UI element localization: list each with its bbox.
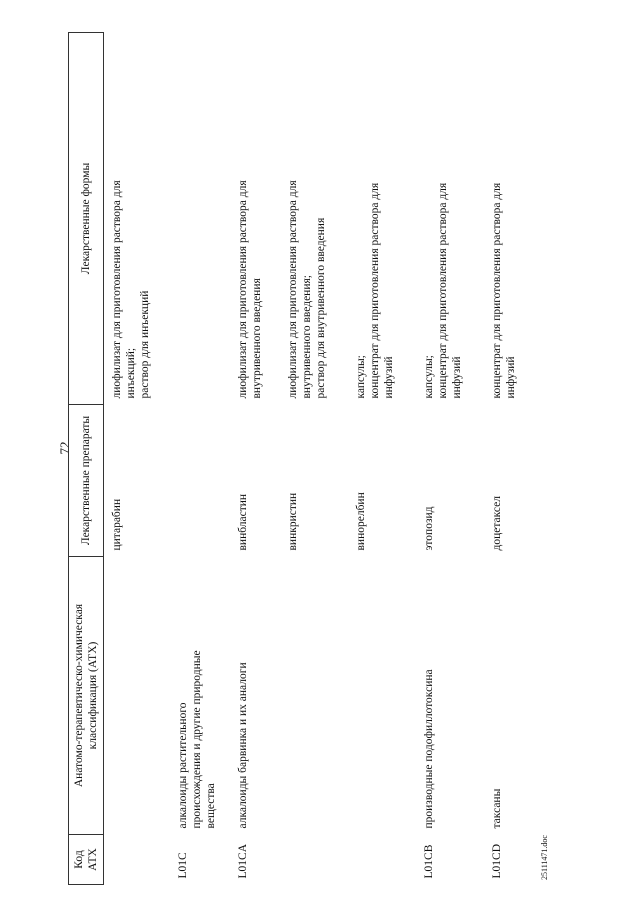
- drug-text: доцетаксел: [490, 495, 503, 551]
- code-text: L01CD: [490, 844, 503, 879]
- cell-drug: [348, 405, 416, 557]
- drug-text: цитарабин: [111, 498, 123, 551]
- header-classification: [69, 557, 104, 835]
- header-drugs-label: Лекарственные препараты: [80, 415, 92, 546]
- table-row: [230, 33, 280, 885]
- header-drugs: [69, 405, 104, 557]
- cell-code: [104, 835, 170, 885]
- cell-forms: [170, 33, 230, 405]
- cell-forms: [416, 33, 484, 405]
- forms-text: лиофилизат для приготовления раствора для внутривенного введения: [236, 180, 263, 399]
- cell-code: [230, 835, 280, 885]
- classification-text: алкалоиды растительного происхождения и другие природные вещества: [176, 650, 217, 829]
- cell-forms: [348, 33, 416, 405]
- classification-text: производные подофиллотоксина: [422, 669, 435, 829]
- cell-forms: [104, 33, 170, 405]
- cell-classification: [416, 557, 484, 835]
- header-forms-label: Лекарственные формы: [80, 162, 92, 275]
- forms-text: капсулы; концентрат для приготовления раствора для инфузий: [422, 182, 463, 399]
- table-header: [69, 33, 104, 885]
- drug-text: винбластин: [236, 493, 249, 551]
- cell-classification: [348, 557, 416, 835]
- cell-classification: [170, 557, 230, 835]
- cell-classification: [280, 557, 348, 835]
- table-row: [170, 33, 230, 885]
- table-row: [104, 33, 170, 885]
- code-text: L01CB: [422, 844, 435, 879]
- forms-text: концентрат для приготовления раствора для инфузий: [490, 182, 517, 399]
- cell-code: [484, 835, 534, 885]
- cell-forms: [230, 33, 280, 405]
- cell-drug: [280, 405, 348, 557]
- drug-text: винкристин: [286, 492, 299, 551]
- footer-filename: 25111471.doc: [540, 835, 549, 880]
- cell-code: [348, 835, 416, 885]
- cell-classification: [484, 557, 534, 835]
- cell-drug: [484, 405, 534, 557]
- header-code-label: Код АТХ: [73, 848, 99, 871]
- cell-classification: [230, 557, 280, 835]
- cell-forms: [280, 33, 348, 405]
- table-row: [348, 33, 416, 885]
- header-classification-label: Анатомо-терапевтическо-химическая классификация (АТХ): [73, 603, 99, 788]
- code-text: L01CA: [236, 844, 249, 879]
- cell-drug: [104, 405, 170, 557]
- cell-forms: [484, 33, 534, 405]
- cell-classification: [104, 557, 170, 835]
- cell-code: [170, 835, 230, 885]
- header-code: [69, 835, 104, 885]
- drug-text: этопозид: [422, 506, 435, 551]
- cell-drug: [230, 405, 280, 557]
- page-number: 72: [57, 441, 72, 455]
- forms-text: лиофилизат для приготовления раствора для инъекций; раствор для инъекций: [111, 180, 151, 399]
- table-row: [416, 33, 484, 885]
- atc-table: [68, 32, 534, 885]
- classification-text: алкалоиды барвинка и их аналоги: [236, 662, 249, 829]
- cell-code: [280, 835, 348, 885]
- atc-table-container: [68, 33, 588, 885]
- table-body: [104, 33, 534, 885]
- drug-text: винорелбин: [354, 492, 367, 551]
- cell-code: [416, 835, 484, 885]
- forms-text: капсулы; концентрат для приготовления раствора для инфузий: [354, 182, 395, 399]
- code-text: L01C: [176, 852, 189, 879]
- table-row: [484, 33, 534, 885]
- header-row: [69, 33, 104, 885]
- cell-drug: [416, 405, 484, 557]
- header-forms: [69, 33, 104, 405]
- forms-text: лиофилизат для приготовления раствора для внутривенного введения; раствор для внутривенного введения: [286, 180, 327, 399]
- classification-text: таксаны: [490, 788, 503, 829]
- table-row: [280, 33, 348, 885]
- cell-drug: [170, 405, 230, 557]
